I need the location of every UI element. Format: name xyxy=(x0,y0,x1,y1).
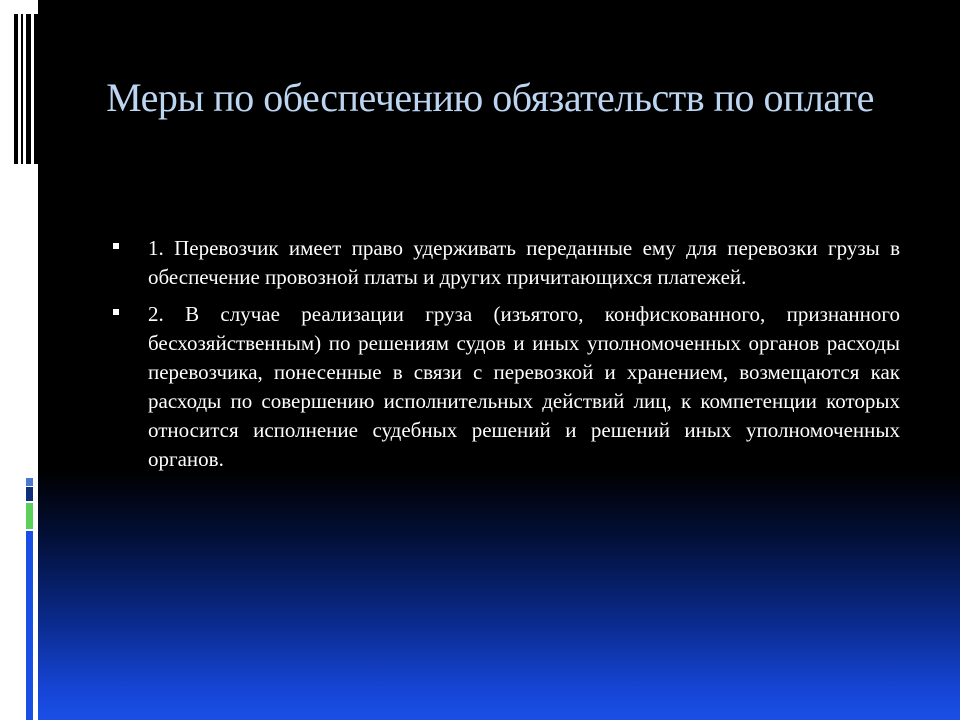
strip-accent-blue xyxy=(26,531,33,720)
strip-accent-blue-dark xyxy=(26,487,33,501)
square-bullet-icon xyxy=(113,243,119,249)
strip-accent-green xyxy=(26,503,33,529)
strip-pattern-top xyxy=(14,14,38,164)
left-decorative-strip xyxy=(0,0,38,720)
slide-title: Меры по обеспечению обязательств по оплате xyxy=(106,75,874,120)
square-bullet-icon xyxy=(113,309,119,315)
bullet-item xyxy=(110,234,900,292)
bullet-list xyxy=(110,234,900,482)
bullet-text: 2. В случае реализации груза (изъятого, конфискованного, признанного бесхозяйственным) по решениям судов и иных уполномоченных органов расходы перевозчика, понесенные в связи с перевозкой и хранением, возмещаются как расходы по совершению исполнительных действий лиц, к компетенции которых относится исполнение судебных решений и решений иных уполномоченных органов. xyxy=(148,302,900,471)
bullet-item xyxy=(110,300,900,474)
strip-accent-blue-light xyxy=(26,478,33,486)
bullet-text: 1. Перевозчик имеет право удерживать переданные ему для перевозки грузы в обеспечение провозной платы и других причитающихся платежей. xyxy=(148,236,900,289)
